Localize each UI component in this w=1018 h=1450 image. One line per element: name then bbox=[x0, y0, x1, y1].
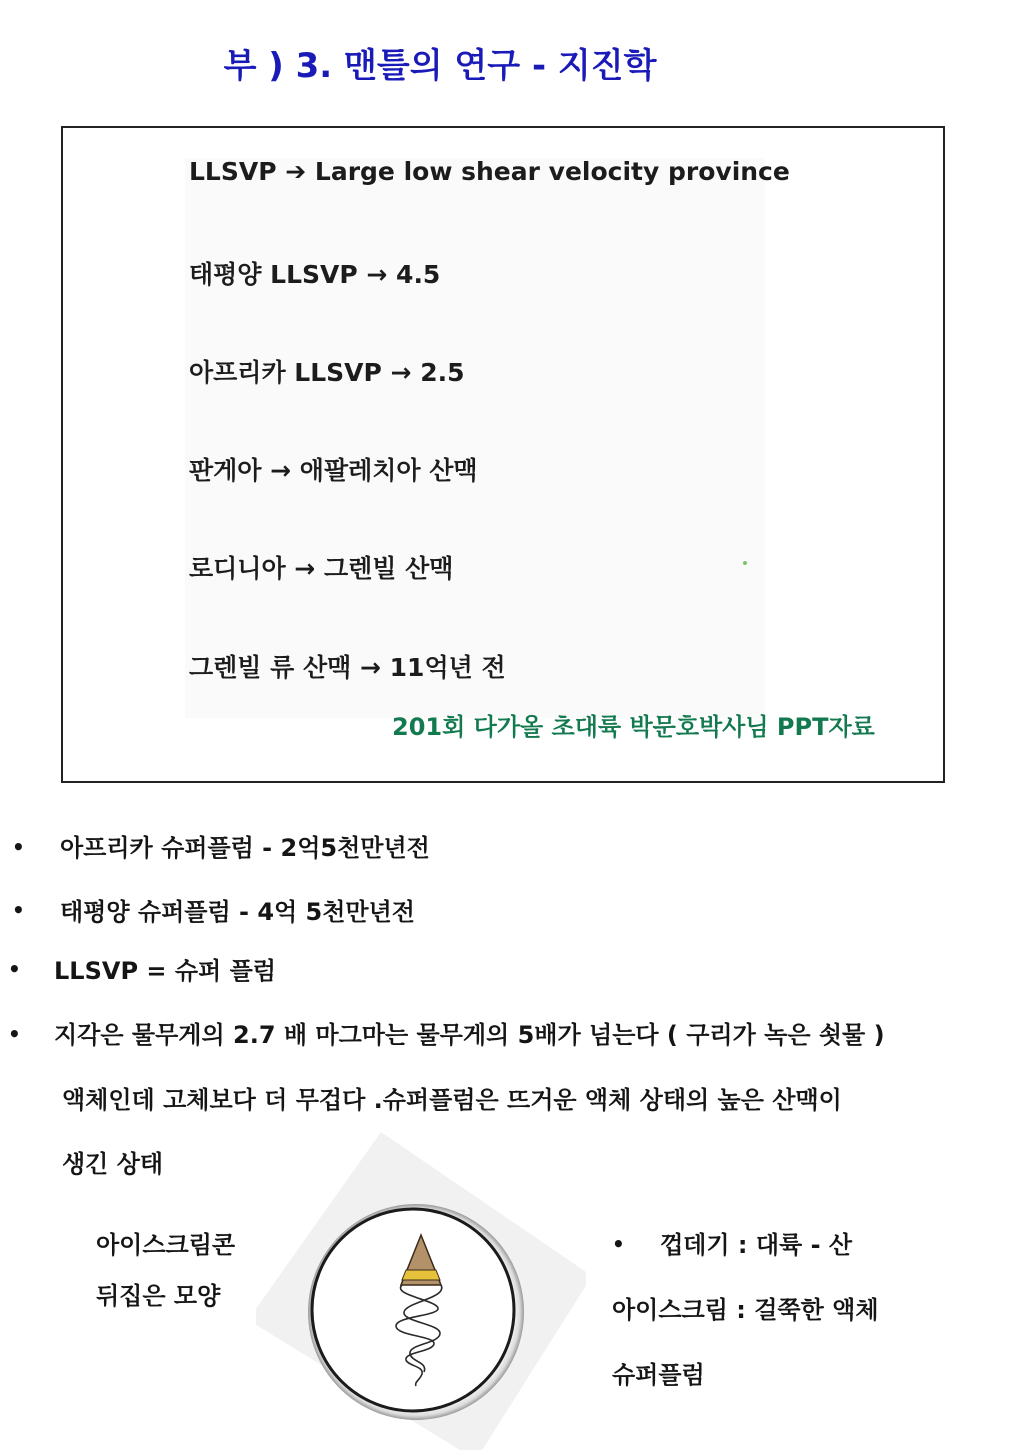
slide-line-rodinia: 로디니아 → 그렌빌 산맥 bbox=[189, 554, 454, 583]
left-caption-line-2: 뒤집은 모양 bbox=[96, 1282, 221, 1310]
bullet-marker: • bbox=[12, 835, 25, 859]
slide-background bbox=[185, 158, 765, 718]
right-line-ice-cream: 아이스크림 : 걸쭉한 액체 bbox=[612, 1296, 879, 1324]
bullet-llsvp-equals: LLSVP = 슈퍼 플럼 bbox=[54, 957, 276, 985]
left-caption-line-1: 아이스크림콘 bbox=[96, 1231, 236, 1259]
bullet-marker: • bbox=[8, 1022, 21, 1046]
slide-line-grenville: 그렌빌 류 산맥 → 11억년 전 bbox=[189, 653, 506, 682]
continuation-line-2: 생긴 상태 bbox=[62, 1150, 164, 1178]
figure-circle bbox=[312, 1209, 514, 1411]
slide-speck bbox=[743, 561, 747, 565]
bullet-pacific-superplume: 태평양 슈퍼플럼 - 4억 5천만년전 bbox=[60, 898, 415, 926]
right-line-superplume: 슈퍼플럼 bbox=[612, 1361, 705, 1389]
inverted-cone-figure bbox=[256, 1130, 586, 1450]
bullet-marker: • bbox=[612, 1232, 625, 1256]
slide-line-pacific-llsvp: 태평양 LLSVP → 4.5 bbox=[189, 260, 441, 289]
page-title: 부 ) 3. 맨틀의 연구 - 지진학 bbox=[223, 46, 657, 86]
slide-line-llsvp-definition: LLSVP ➔ Large low shear velocity province bbox=[189, 157, 790, 186]
slide-line-pangaea: 판게아 → 애팔레치아 산맥 bbox=[189, 456, 478, 485]
bullet-africa-superplume: 아프리카 슈퍼플럼 - 2억5천만년전 bbox=[60, 834, 430, 862]
bullet-crust-weight: 지각은 물무게의 2.7 배 마그마는 물무게의 5배가 넘는다 ( 구리가 녹은 쇳물 ) bbox=[54, 1021, 885, 1049]
slide-credit: 201회 다가올 초대륙 박문호박사님 PPT자료 bbox=[392, 713, 875, 741]
slide-line-africa-llsvp: 아프리카 LLSVP → 2.5 bbox=[189, 358, 465, 387]
right-bullet-shell: 껍데기 : 대륙 - 산 bbox=[660, 1231, 853, 1259]
bullet-marker: • bbox=[12, 898, 25, 922]
bullet-marker: • bbox=[8, 957, 21, 981]
continuation-line-1: 액체인데 고체보다 더 무겁다 .슈퍼플럼은 뜨거운 액체 상태의 높은 산맥이 bbox=[62, 1086, 842, 1114]
